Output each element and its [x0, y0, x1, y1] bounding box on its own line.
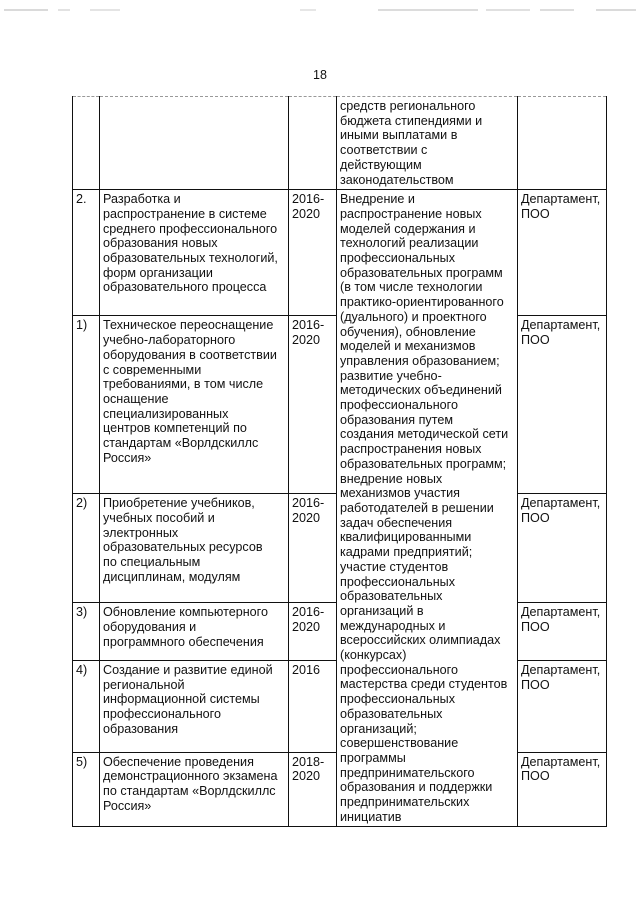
measure-name-line: профессионального: [103, 706, 221, 721]
result-line: программы: [340, 750, 406, 765]
result-line: управления образованием;: [340, 353, 500, 368]
measures-table: [72, 96, 607, 827]
measure-name-line: Разработка и: [103, 192, 181, 207]
measure-name-cell: [100, 603, 289, 660]
measure-name-line: образовательных технологий,: [103, 251, 278, 266]
measure-name-line: Обеспечение проведения: [103, 754, 254, 769]
executor-line: ПОО: [521, 206, 550, 221]
executor-cell: [518, 190, 607, 316]
result-line: (конкурсах): [340, 648, 407, 663]
result-line: моделей и механизмов: [340, 339, 476, 354]
continuation-result-line: действующим: [340, 157, 422, 172]
result-line: организаций в: [340, 603, 424, 618]
result-line: распространения новых: [340, 442, 482, 457]
measure-name-line: региональной: [103, 677, 185, 692]
executor-cell: [518, 752, 607, 827]
result-line: международных и: [340, 618, 446, 633]
period-line: 2020: [292, 620, 321, 635]
measure-name-line: Обновление компьютерного: [103, 605, 268, 620]
continuation-result-line: средств регионального: [340, 99, 476, 113]
result-line: профессиональных: [340, 692, 455, 707]
result-line: профессиональных: [340, 574, 455, 589]
continuation-result-line: соответствии с: [340, 143, 428, 158]
result-line: образовательных программ: [340, 265, 503, 280]
result-line: мастерства среди студентов: [340, 677, 508, 692]
executor-cell: [518, 603, 607, 660]
continuation-result-line: бюджета стипендиями и: [340, 113, 483, 128]
result-line: механизмов участия: [340, 486, 460, 501]
period-cell: [289, 660, 337, 752]
executor-line: ПОО: [521, 769, 550, 784]
period-cell: [289, 316, 337, 494]
executor-line: ПОО: [521, 620, 550, 635]
executor-line: Департамент,: [521, 496, 601, 511]
period-line: 2020: [292, 206, 321, 221]
result-line: профессионального: [340, 662, 458, 677]
result-line: задач обеспечения: [340, 515, 453, 530]
measure-name-line: Приобретение учебников,: [103, 496, 255, 511]
measure-name-cell: [100, 494, 289, 603]
measure-name-line: информационной системы: [103, 692, 260, 707]
measure-name-line: с современными: [103, 362, 202, 377]
measure-name-line: образования: [103, 721, 179, 736]
result-line: профессиональных: [340, 251, 455, 266]
measure-name-cell: [100, 316, 289, 494]
executor-line: ПОО: [521, 511, 550, 526]
continuation-row: [73, 97, 607, 190]
result-line: создания методической сети: [340, 427, 509, 442]
continuation-period-cell: [289, 97, 337, 190]
row-number: 1): [73, 316, 100, 494]
continuation-result-line: иными выплатами в: [340, 128, 458, 143]
result-line: профессионального: [340, 398, 458, 413]
period-line: 2020: [292, 333, 321, 348]
measure-name-line: образования новых: [103, 236, 218, 251]
measure-name-line: электронных: [103, 525, 179, 540]
result-line: работодателей в решении: [340, 500, 494, 515]
executor-line: Департамент,: [521, 754, 601, 769]
period-line: 2020: [292, 769, 321, 784]
measure-name-line: оборудования и: [103, 620, 197, 635]
measure-name-line: оснащение: [103, 392, 169, 406]
result-line: всероссийских олимпиадах: [340, 633, 501, 648]
result-line: Внедрение и: [340, 192, 415, 207]
period-line: 2016: [292, 662, 321, 677]
measure-name-line: по стандартам «Ворлдскиллс: [103, 784, 276, 799]
measure-name-line: образовательного процесса: [103, 280, 267, 295]
row-number: 3): [73, 603, 100, 660]
result-line: развитие учебно-: [340, 368, 442, 383]
measure-name-line: учебных пособий и: [103, 511, 215, 526]
result-line: (дуального) и проектного: [340, 309, 487, 324]
result-line: распространение новых: [340, 206, 482, 221]
measure-name-line: Россия»: [103, 450, 152, 465]
measure-name-cell: [100, 752, 289, 827]
period-cell: [289, 190, 337, 316]
table-row: [73, 190, 607, 316]
result-line: образовательных: [340, 706, 443, 721]
result-line: практико-ориентированного: [340, 295, 504, 310]
executor-line: Департамент,: [521, 318, 601, 333]
measure-name-line: оборудования в соответствии: [103, 347, 277, 362]
measure-name-line: Создание и развитие единой: [103, 662, 273, 677]
measure-name-line: дисциплинам, модулям: [103, 569, 241, 584]
measure-name-line: требованиями, в том числе: [103, 377, 264, 392]
result-line: предпринимательских: [340, 795, 470, 810]
executor-line: Департамент,: [521, 605, 601, 620]
result-line: образовательных: [340, 589, 443, 604]
measure-name-cell: [100, 660, 289, 752]
result-line: образования и поддержки: [340, 780, 493, 795]
measure-name-line: Россия»: [103, 798, 152, 813]
period-line: 2016-: [292, 496, 325, 511]
scan-header-marks: [0, 7, 640, 13]
executor-cell: [518, 494, 607, 603]
result-line: моделей содержания и: [340, 221, 476, 236]
result-line: участие студентов: [340, 559, 449, 574]
measures-table-body: [73, 97, 607, 827]
period-line: 2020: [292, 511, 321, 526]
measure-name-line: Техническое переоснащение: [103, 318, 274, 333]
result-line: совершенствование: [340, 736, 459, 751]
measure-name-line: программного обеспечения: [103, 634, 264, 649]
measure-name-line: центров компетенций по: [103, 421, 247, 436]
result-line: технологий реализации: [340, 236, 479, 251]
executor-line: ПОО: [521, 333, 550, 348]
period-line: 2016-: [292, 605, 325, 620]
row-number: 5): [73, 752, 100, 827]
result-line: квалифицированными: [340, 530, 472, 545]
period-line: 2016-: [292, 318, 325, 333]
result-line: внедрение новых: [340, 471, 443, 486]
measure-name-cell: [100, 190, 289, 316]
result-line: организаций;: [340, 721, 417, 736]
result-line: кадрами предприятий;: [340, 545, 473, 560]
row-number: 4): [73, 660, 100, 752]
executor-line: Департамент,: [521, 662, 601, 677]
continuation-name-cell: [100, 97, 289, 190]
continuation-result-cell: [337, 97, 518, 190]
measure-name-line: по специальным: [103, 555, 201, 570]
executor-cell: [518, 316, 607, 494]
measure-name-line: образовательных ресурсов: [103, 540, 263, 555]
period-cell: [289, 603, 337, 660]
result-line: предпринимательского: [340, 765, 475, 780]
row-number: 2): [73, 494, 100, 603]
executor-cell: [518, 660, 607, 752]
measure-name-line: распространение в системе: [103, 206, 267, 221]
measure-name-line: демонстрационного экзамена: [103, 769, 278, 784]
row-number: 2.: [73, 190, 100, 316]
measure-name-line: среднего профессионального: [103, 221, 278, 236]
continuation-result-line: законодательством: [340, 172, 454, 187]
period-line: 2016-: [292, 192, 325, 207]
executor-line: ПОО: [521, 677, 550, 692]
continuation-executor-cell: [518, 97, 607, 190]
result-line: образования путем: [340, 412, 453, 427]
period-cell: [289, 752, 337, 827]
executor-line: Департамент,: [521, 192, 601, 207]
result-line: (в том числе технологии: [340, 280, 483, 295]
measure-name-line: стандартам «Ворлдскиллс: [103, 436, 259, 451]
page-number: 18: [313, 68, 327, 82]
shared-result-cell: [337, 190, 518, 827]
period-cell: [289, 494, 337, 603]
result-line: образовательных программ;: [340, 456, 507, 471]
measure-name-line: учебно-лабораторного: [103, 333, 236, 348]
result-line: обучения), обновление: [340, 324, 476, 339]
measure-name-line: специализированных: [103, 406, 229, 421]
result-line: методических объединений: [340, 383, 502, 398]
period-line: 2018-: [292, 754, 325, 769]
measure-name-line: форм организации: [103, 265, 213, 280]
continuation-num-cell: [73, 97, 100, 190]
result-line: инициатив: [340, 809, 402, 824]
